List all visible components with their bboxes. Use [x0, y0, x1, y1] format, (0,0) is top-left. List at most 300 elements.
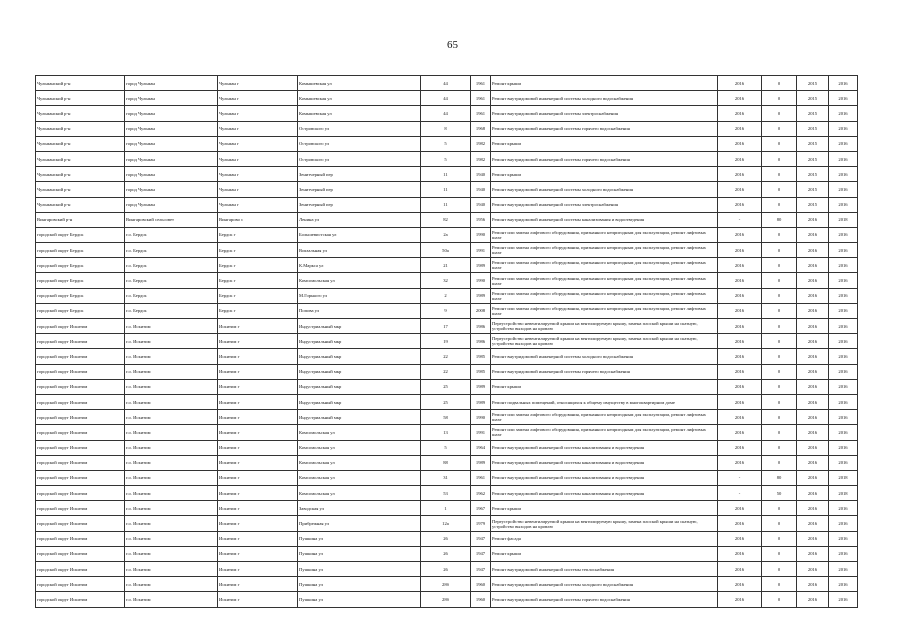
locality-cell: Чульман г: [218, 182, 298, 197]
end-year-cell: 2018: [829, 212, 858, 227]
locality-cell: Чульман г: [218, 136, 298, 151]
table-row: [36, 319, 858, 334]
street-cell: Комышевская ул: [298, 106, 421, 121]
work-type-cell: Ремонт или замена лифтового оборудования, признанного непригодным для эксплуатации, ремонт лифтовых шахт: [491, 410, 718, 425]
house-number-cell: 88: [421, 455, 471, 470]
table-row: [36, 455, 858, 470]
plan-year-cell: -: [718, 212, 762, 227]
locality-cell: Искитим г: [218, 319, 298, 334]
street-cell: Вокзальная ул: [298, 243, 421, 258]
street-cell: Комсомольская ул: [298, 470, 421, 485]
locality-cell: Бердск г: [218, 288, 298, 303]
table-row: [36, 470, 858, 485]
locality-cell: Искитим г: [218, 410, 298, 425]
table-row: [36, 76, 858, 91]
count-cell: 0: [762, 182, 797, 197]
street-cell: Попова ул: [298, 303, 421, 318]
start-year-cell: 2016: [797, 562, 829, 577]
district-cell: городской округ Искитим: [36, 425, 125, 440]
start-year-cell: 2016: [797, 516, 829, 531]
table-row: [36, 151, 858, 166]
locality-cell: Бердск г: [218, 243, 298, 258]
street-cell: Индустриальный мкр: [298, 410, 421, 425]
house-number-cell: 2: [421, 288, 471, 303]
street-cell: К.Маркса ул: [298, 258, 421, 273]
start-year-cell: 2016: [797, 531, 829, 546]
house-number-cell: 8: [421, 121, 471, 136]
house-number-cell: 26: [421, 531, 471, 546]
end-year-cell: 2016: [829, 501, 858, 516]
work-type-cell: Ремонт внутридомовой инженерной системы канализования и водоотведения: [491, 455, 718, 470]
work-type-cell: Ремонт или замена лифтового оборудования, признанного непригодным для эксплуатации, ремонт лифтовых шахт: [491, 258, 718, 273]
year-built-cell: 1991: [471, 425, 491, 440]
municipality-cell: г.о. Искитим: [125, 562, 218, 577]
table-row: [36, 136, 858, 151]
district-cell: городской округ Искитим: [36, 364, 125, 379]
start-year-cell: 2015: [797, 91, 829, 106]
plan-year-cell: 2016: [718, 91, 762, 106]
house-number-cell: 9: [421, 303, 471, 318]
district-cell: Чульманский р-н: [36, 151, 125, 166]
work-type-cell: Ремонт внутридомовой инженерной системы холодного водоснабжения: [491, 182, 718, 197]
locality-cell: Чульман г: [218, 197, 298, 212]
house-number-cell: 58: [421, 410, 471, 425]
house-number-cell: 19: [421, 334, 471, 349]
start-year-cell: 2016: [797, 486, 829, 501]
locality-cell: Чульман г: [218, 121, 298, 136]
plan-year-cell: 2016: [718, 440, 762, 455]
count-cell: 0: [762, 501, 797, 516]
house-number-cell: 5: [421, 151, 471, 166]
count-cell: 0: [762, 440, 797, 455]
street-cell: Прибрежная ул: [298, 516, 421, 531]
district-cell: городской округ Искитим: [36, 440, 125, 455]
house-number-cell: 17: [421, 319, 471, 334]
start-year-cell: 2016: [797, 334, 829, 349]
municipality-cell: город Чульман: [125, 106, 218, 121]
locality-cell: Искитим г: [218, 364, 298, 379]
district-cell: Чульманский р-н: [36, 136, 125, 151]
plan-year-cell: 2016: [718, 227, 762, 242]
district-cell: городской округ Бердск: [36, 288, 125, 303]
house-number-cell: 28б: [421, 577, 471, 592]
start-year-cell: 2016: [797, 546, 829, 561]
house-number-cell: 13: [421, 425, 471, 440]
municipality-cell: г.о. Бердск: [125, 303, 218, 318]
work-type-cell: Ремонт крыши: [491, 136, 718, 151]
district-cell: городской округ Искитим: [36, 334, 125, 349]
plan-year-cell: 2016: [718, 243, 762, 258]
work-type-cell: Ремонт внутридомовой инженерной системы холодного водоснабжения: [491, 349, 718, 364]
street-cell: Зенитчерный пер: [298, 182, 421, 197]
house-number-cell: 1: [421, 501, 471, 516]
work-type-cell: Переустройство невентилируемой крыши на вентилируемую крышу, замена плоской крыши на скатную, устройство выходов на кровлю: [491, 516, 718, 531]
table-row: [36, 349, 858, 364]
municipality-cell: г.о. Бердск: [125, 243, 218, 258]
table-row: [36, 243, 858, 258]
municipality-cell: г.о. Искитим: [125, 486, 218, 501]
end-year-cell: 2016: [829, 243, 858, 258]
locality-cell: Чульман г: [218, 106, 298, 121]
house-number-cell: 25: [421, 394, 471, 409]
municipality-cell: город Чульман: [125, 182, 218, 197]
locality-cell: Искитим г: [218, 440, 298, 455]
table-row: [36, 258, 858, 273]
year-built-cell: 1968: [471, 121, 491, 136]
house-number-cell: 32: [421, 273, 471, 288]
house-number-cell: 2а: [421, 227, 471, 242]
municipality-cell: г.о. Искитим: [125, 516, 218, 531]
end-year-cell: 2016: [829, 273, 858, 288]
year-built-cell: 1964: [471, 440, 491, 455]
end-year-cell: 2016: [829, 379, 858, 394]
start-year-cell: 2016: [797, 364, 829, 379]
count-cell: 0: [762, 258, 797, 273]
work-type-cell: Ремонт внутридомовой инженерной системы горячего водоснабжения: [491, 151, 718, 166]
year-built-cell: 1947: [471, 546, 491, 561]
table-row: [36, 440, 858, 455]
count-cell: 0: [762, 562, 797, 577]
start-year-cell: 2016: [797, 577, 829, 592]
start-year-cell: 2016: [797, 258, 829, 273]
district-cell: городской округ Бердск: [36, 273, 125, 288]
district-cell: Вингаровский р-н: [36, 212, 125, 227]
municipality-cell: г.о. Искитим: [125, 334, 218, 349]
table-row: [36, 516, 858, 531]
count-cell: 0: [762, 592, 797, 607]
table-row: [36, 364, 858, 379]
locality-cell: Искитим г: [218, 501, 298, 516]
end-year-cell: 2016: [829, 319, 858, 334]
work-type-cell: Ремонт внутридомовой инженерной системы холодного водоснабжения: [491, 577, 718, 592]
work-type-cell: Ремонт или замена лифтового оборудования, признанного непригодным для эксплуатации, ремонт лифтовых шахт: [491, 425, 718, 440]
street-cell: Пушкина ул: [298, 531, 421, 546]
end-year-cell: 2016: [829, 410, 858, 425]
house-number-cell: 11: [421, 167, 471, 182]
plan-year-cell: 2016: [718, 273, 762, 288]
district-cell: городской округ Искитим: [36, 516, 125, 531]
locality-cell: Искитим г: [218, 455, 298, 470]
year-built-cell: 1961: [471, 470, 491, 485]
start-year-cell: 2016: [797, 349, 829, 364]
year-built-cell: 1947: [471, 562, 491, 577]
table-row: [36, 577, 858, 592]
street-cell: Островского ул: [298, 136, 421, 151]
end-year-cell: 2016: [829, 197, 858, 212]
start-year-cell: 2016: [797, 379, 829, 394]
locality-cell: Искитим г: [218, 334, 298, 349]
table-row: [36, 334, 858, 349]
locality-cell: Бердск г: [218, 258, 298, 273]
municipality-cell: г.о. Искитим: [125, 319, 218, 334]
start-year-cell: 2016: [797, 440, 829, 455]
plan-year-cell: 2016: [718, 349, 762, 364]
work-type-cell: Ремонт или замена лифтового оборудования, признанного непригодным для эксплуатации, ремонт лифтовых шахт: [491, 243, 718, 258]
plan-year-cell: 2016: [718, 182, 762, 197]
plan-year-cell: 2016: [718, 425, 762, 440]
work-type-cell: Ремонт внутридомовой инженерной системы электроснабжения: [491, 197, 718, 212]
house-number-cell: 44: [421, 91, 471, 106]
end-year-cell: 2016: [829, 334, 858, 349]
street-cell: Индустриальный мкр: [298, 394, 421, 409]
table-row: [36, 106, 858, 121]
end-year-cell: 2016: [829, 136, 858, 151]
work-type-cell: Ремонт внутридомовой инженерной системы теплоснабжения: [491, 562, 718, 577]
locality-cell: Искитим г: [218, 486, 298, 501]
house-number-cell: 22: [421, 364, 471, 379]
district-cell: Чульманский р-н: [36, 167, 125, 182]
municipality-cell: г.о. Искитим: [125, 394, 218, 409]
locality-cell: Искитим г: [218, 592, 298, 607]
work-type-cell: Ремонт подвальных помещений, относящихся к общему имуществу в многоквартирном доме: [491, 394, 718, 409]
work-type-cell: Ремонт внутридомовой инженерной системы канализования и водоотведения: [491, 470, 718, 485]
district-cell: городской округ Бердск: [36, 227, 125, 242]
year-built-cell: 1989: [471, 258, 491, 273]
count-cell: 0: [762, 516, 797, 531]
district-cell: городской округ Искитим: [36, 470, 125, 485]
year-built-cell: 1982: [471, 151, 491, 166]
plan-year-cell: 2016: [718, 106, 762, 121]
end-year-cell: 2016: [829, 349, 858, 364]
year-built-cell: 1990: [471, 227, 491, 242]
district-cell: Чульманский р-н: [36, 197, 125, 212]
year-built-cell: 1961: [471, 91, 491, 106]
end-year-cell: 2016: [829, 440, 858, 455]
work-type-cell: Переустройство невентилируемой крыши на вентилируемую крышу, замена плоской крыши на скатную, устройство выходов на кровлю: [491, 319, 718, 334]
plan-year-cell: 2016: [718, 197, 762, 212]
table-row: [36, 167, 858, 182]
municipality-cell: г.о. Бердск: [125, 288, 218, 303]
count-cell: 0: [762, 227, 797, 242]
street-cell: Большевистская ул: [298, 227, 421, 242]
plan-year-cell: 2016: [718, 288, 762, 303]
district-cell: городской округ Искитим: [36, 379, 125, 394]
plan-year-cell: 2016: [718, 303, 762, 318]
count-cell: 0: [762, 394, 797, 409]
end-year-cell: 2016: [829, 394, 858, 409]
district-cell: городской округ Искитим: [36, 562, 125, 577]
year-built-cell: 1986: [471, 334, 491, 349]
table-row: [36, 410, 858, 425]
plan-year-cell: 2016: [718, 394, 762, 409]
end-year-cell: 2016: [829, 364, 858, 379]
count-cell: 0: [762, 91, 797, 106]
count-cell: 0: [762, 273, 797, 288]
count-cell: 0: [762, 106, 797, 121]
work-type-cell: Ремонт крыши: [491, 546, 718, 561]
street-cell: Комсомольская ул: [298, 455, 421, 470]
count-cell: 0: [762, 425, 797, 440]
start-year-cell: 2015: [797, 121, 829, 136]
work-type-cell: Ремонт внутридомовой инженерной системы холодного водоснабжения: [491, 91, 718, 106]
start-year-cell: 2016: [797, 319, 829, 334]
work-type-cell: Ремонт фасада: [491, 531, 718, 546]
year-built-cell: 1940: [471, 182, 491, 197]
end-year-cell: 2016: [829, 546, 858, 561]
start-year-cell: 2015: [797, 76, 829, 91]
year-built-cell: 1989: [471, 379, 491, 394]
street-cell: Индустриальный мкр: [298, 349, 421, 364]
year-built-cell: 1989: [471, 455, 491, 470]
house-number-cell: 5: [421, 136, 471, 151]
table-row: [36, 182, 858, 197]
street-cell: Зенитчерный пер: [298, 197, 421, 212]
plan-year-cell: 2016: [718, 319, 762, 334]
end-year-cell: 2016: [829, 227, 858, 242]
start-year-cell: 2016: [797, 455, 829, 470]
end-year-cell: 2016: [829, 577, 858, 592]
start-year-cell: 2015: [797, 197, 829, 212]
count-cell: 0: [762, 288, 797, 303]
count-cell: 0: [762, 364, 797, 379]
street-cell: Пушкина ул: [298, 562, 421, 577]
locality-cell: Вингарово с: [218, 212, 298, 227]
district-cell: городской округ Искитим: [36, 501, 125, 516]
work-type-cell: Ремонт или замена лифтового оборудования, признанного непригодным для эксплуатации, ремонт лифтовых шахт: [491, 227, 718, 242]
street-cell: Пушкина ул: [298, 592, 421, 607]
year-built-cell: 1989: [471, 394, 491, 409]
end-year-cell: 2016: [829, 288, 858, 303]
locality-cell: Чульман г: [218, 76, 298, 91]
year-built-cell: 1990: [471, 273, 491, 288]
table-row: [36, 288, 858, 303]
start-year-cell: 2015: [797, 136, 829, 151]
count-cell: 0: [762, 303, 797, 318]
street-cell: Пушкина ул: [298, 546, 421, 561]
plan-year-cell: 2016: [718, 364, 762, 379]
count-cell: 0: [762, 546, 797, 561]
year-built-cell: 1991: [471, 243, 491, 258]
year-built-cell: 1962: [471, 486, 491, 501]
district-cell: городской округ Искитим: [36, 394, 125, 409]
count-cell: 80: [762, 212, 797, 227]
locality-cell: Искитим г: [218, 470, 298, 485]
end-year-cell: 2016: [829, 91, 858, 106]
end-year-cell: 2016: [829, 425, 858, 440]
page-number: 65: [447, 39, 458, 51]
municipality-cell: г.о. Искитим: [125, 455, 218, 470]
count-cell: 0: [762, 76, 797, 91]
count-cell: 0: [762, 197, 797, 212]
table-row: [36, 91, 858, 106]
municipality-cell: Вингаровский сельсовет: [125, 212, 218, 227]
end-year-cell: 2018: [829, 486, 858, 501]
plan-year-cell: 2016: [718, 577, 762, 592]
end-year-cell: 2016: [829, 76, 858, 91]
work-type-cell: Ремонт внутридомовой инженерной системы канализования и водоотведения: [491, 212, 718, 227]
table-row: [36, 121, 858, 136]
work-type-cell: Ремонт внутридомовой инженерной системы горячего водоснабжения: [491, 364, 718, 379]
district-cell: городской округ Искитим: [36, 486, 125, 501]
work-type-cell: Ремонт внутридомовой инженерной системы канализования и водоотведения: [491, 440, 718, 455]
table-row: [36, 531, 858, 546]
locality-cell: Бердск г: [218, 303, 298, 318]
end-year-cell: 2016: [829, 106, 858, 121]
locality-cell: Искитим г: [218, 379, 298, 394]
table-row: [36, 425, 858, 440]
table-row: [36, 501, 858, 516]
plan-year-cell: 2016: [718, 334, 762, 349]
end-year-cell: 2016: [829, 167, 858, 182]
count-cell: 0: [762, 334, 797, 349]
plan-year-cell: 2016: [718, 76, 762, 91]
locality-cell: Искитим г: [218, 516, 298, 531]
end-year-cell: 2016: [829, 182, 858, 197]
end-year-cell: 2016: [829, 592, 858, 607]
house-number-cell: 11: [421, 182, 471, 197]
end-year-cell: 2016: [829, 258, 858, 273]
count-cell: 0: [762, 349, 797, 364]
municipality-cell: г.о. Искитим: [125, 364, 218, 379]
table-row: [36, 486, 858, 501]
house-number-cell: 25: [421, 379, 471, 394]
start-year-cell: 2016: [797, 212, 829, 227]
street-cell: Индустриальный мкр: [298, 319, 421, 334]
plan-year-cell: 2016: [718, 121, 762, 136]
start-year-cell: 2015: [797, 182, 829, 197]
work-type-cell: Ремонт внутридомовой инженерной системы горячего водоснабжения: [491, 592, 718, 607]
end-year-cell: 2018: [829, 470, 858, 485]
start-year-cell: 2016: [797, 410, 829, 425]
municipality-cell: г.о. Искитим: [125, 440, 218, 455]
table-row: [36, 303, 858, 318]
plan-year-cell: 2016: [718, 258, 762, 273]
work-type-cell: Ремонт крыши: [491, 167, 718, 182]
municipality-cell: г.о. Искитим: [125, 531, 218, 546]
capital-repair-table: [35, 75, 858, 608]
plan-year-cell: 2016: [718, 501, 762, 516]
house-number-cell: 26: [421, 546, 471, 561]
municipality-cell: г.о. Искитим: [125, 501, 218, 516]
locality-cell: Искитим г: [218, 394, 298, 409]
municipality-cell: г.о. Искитим: [125, 349, 218, 364]
start-year-cell: 2016: [797, 592, 829, 607]
year-built-cell: 1985: [471, 364, 491, 379]
street-cell: Островского ул: [298, 121, 421, 136]
locality-cell: Искитим г: [218, 425, 298, 440]
district-cell: городской округ Искитим: [36, 319, 125, 334]
year-built-cell: 1967: [471, 501, 491, 516]
street-cell: М.Горького ул: [298, 288, 421, 303]
plan-year-cell: 2016: [718, 151, 762, 166]
municipality-cell: г.о. Бердск: [125, 258, 218, 273]
district-cell: городской округ Бердск: [36, 258, 125, 273]
end-year-cell: 2016: [829, 455, 858, 470]
municipality-cell: город Чульман: [125, 151, 218, 166]
municipality-cell: г.о. Искитим: [125, 577, 218, 592]
table-row: [36, 592, 858, 607]
plan-year-cell: -: [718, 470, 762, 485]
year-built-cell: 1960: [471, 592, 491, 607]
street-cell: Индустриальный мкр: [298, 334, 421, 349]
year-built-cell: 1940: [471, 197, 491, 212]
house-number-cell: 21: [421, 258, 471, 273]
municipality-cell: г.о. Бердск: [125, 227, 218, 242]
year-built-cell: 1961: [471, 76, 491, 91]
start-year-cell: 2016: [797, 501, 829, 516]
start-year-cell: 2016: [797, 394, 829, 409]
district-cell: городской округ Искитим: [36, 546, 125, 561]
count-cell: 0: [762, 151, 797, 166]
plan-year-cell: -: [718, 486, 762, 501]
locality-cell: Искитим г: [218, 562, 298, 577]
year-built-cell: 1986: [471, 319, 491, 334]
municipality-cell: г.о. Бердск: [125, 273, 218, 288]
locality-cell: Искитим г: [218, 349, 298, 364]
house-number-cell: 5: [421, 440, 471, 455]
table-row: [36, 212, 858, 227]
locality-cell: Бердск г: [218, 227, 298, 242]
